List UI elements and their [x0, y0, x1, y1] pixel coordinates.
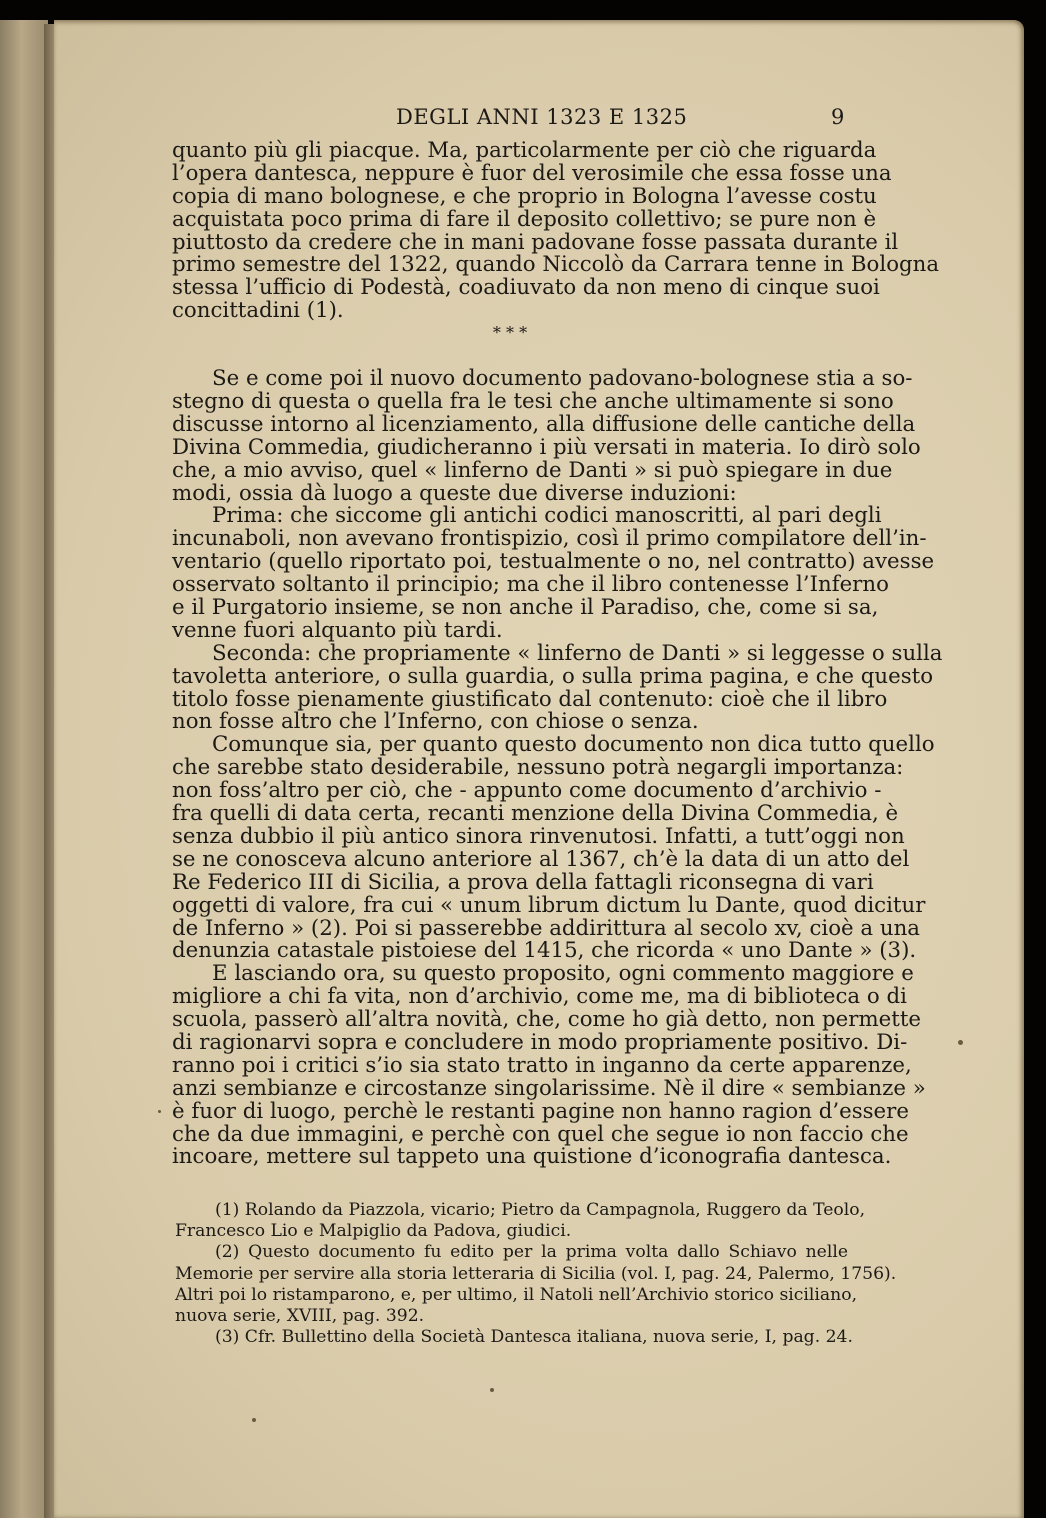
ink-speck [158, 1110, 161, 1113]
text-line: venne fuori alquanto più tardi. [172, 617, 503, 643]
text-line: di ragionarvi sopra e concludere in modo propriamente positivo. Di- [172, 1029, 908, 1055]
text-line: Divina Commedia, giudicheranno i più versati in materia. Io dirò solo [172, 434, 921, 460]
text-line: Comunque sia, per quanto questo documento non dica tutto quello [212, 732, 935, 758]
text-line: osservato soltanto il principio; ma che il libro contenesse l’Inferno [172, 572, 889, 598]
text-line: quanto più gli piacque. Ma, particolarmente per ciò che riguarda [172, 138, 877, 163]
section-separator: * * * [492, 323, 528, 343]
text-line: primo semestre del 1322, quando Niccolò da Carrara tenne in Bologna [172, 252, 940, 278]
text-line: se ne conosceva alcuno anteriore al 1367, ch’è la data di un atto del [172, 846, 910, 872]
text-line: titolo fosse pienamente giustificato dal contenuto: cioè che il libro [172, 686, 888, 712]
footnote-line: (3) Cfr. Bullettino della Società Dantesca italiana, nuova serie, I, pag. 24. [215, 1327, 853, 1348]
page-number: 9 [831, 105, 845, 129]
footnote-line: Memorie per servire alla storia letteraria di Sicilia (vol. I, pag. 24, Palermo, 1756). [175, 1263, 897, 1284]
text-line: ventario (quello riportato poi, testualmente o no, nel contratto) avesse [172, 549, 935, 575]
text-line: concittadini (1). [172, 298, 344, 324]
text-line: fra quelli di data certa, recanti menzione della Divina Commedia, è [172, 801, 899, 827]
text-line: stessa l’ufficio di Podestà, coadiuvato da non meno di cinque suoi [172, 275, 880, 301]
text-line: è fuor di luogo, perchè le restanti pagine non hanno ragion d’essere [172, 1098, 909, 1124]
ink-speck [252, 1418, 256, 1422]
text-line: scuola, passerò all’altra novità, che, come ho già detto, non permette [172, 1007, 921, 1033]
text-line: oggetti di valore, fra cui « unum librum dictum lu Dante, quod dicitur [172, 892, 926, 918]
text-line: e il Purgatorio insieme, se non anche il Paradiso, che, come si sa, [172, 595, 879, 621]
text-line: che, a mio avviso, quel « linferno de Danti » si può spiegare in due [172, 457, 893, 483]
text-line: discusse intorno al licenziamento, alla diffusione delle cantiche della [172, 411, 916, 437]
text-line: non fosse altro che l’Inferno, con chiose o senza. [172, 709, 699, 735]
footnotes [175, 1200, 897, 1348]
text-line: E lasciando ora, su questo proposito, ogni commento maggiore e [212, 961, 914, 987]
footnote-line: nuova serie, XVIII, pag. 392. [175, 1305, 425, 1326]
text-line: non foss’altro per ciò, che - appunto come documento d’archivio - [172, 778, 882, 804]
text-line: Re Federico III di Sicilia, a prova della fattagli riconsegna di vari [172, 869, 874, 895]
text-line: ranno poi i critici s’io sia stato tratto in inganno da certe apparenze, [172, 1052, 912, 1078]
body-text [172, 138, 943, 1170]
text-line: Seconda: che propriamente « linferno de Danti » si leggesse o sulla [212, 640, 943, 666]
text-line: Prima: che siccome gli antichi codici manoscritti, al pari degli [212, 503, 882, 529]
text-line: de Inferno » (2). Poi si passerebbe addirittura al secolo xv, cioè a una [172, 915, 921, 941]
text-line: che da due immagini, e perchè con quel che segue io non faccio che [172, 1121, 909, 1147]
facing-page-edge [0, 20, 48, 1518]
text-line: piuttosto da credere che in mani padovane fosse passata durante il [172, 229, 899, 255]
text-line: anzi sembianze e circostanze singolarissime. Nè il dire « sembianze » [172, 1075, 926, 1101]
text-line: acquistata poco prima di fare il deposito collettivo; se pure non è [172, 206, 877, 232]
ink-speck [958, 1040, 963, 1045]
text-line: che sarebbe stato desiderabile, nessuno potrà negargli importanza: [172, 755, 904, 781]
footnote-line: Altri poi lo ristamparono, e, per ultimo, il Natoli nell’Archivio storico siciliano, [175, 1284, 858, 1305]
text-line: modi, ossia dà luogo a queste due diverse induzioni: [172, 480, 737, 506]
text-line: migliore a chi fa vita, non d’archivio, come me, ma di biblioteca o di [172, 984, 907, 1010]
text-line: l’opera dantesca, neppure è fuor del verosimile che essa fosse una [172, 160, 892, 186]
text-line: stegno di questa o quella fra le tesi che anche ultimamente si sono [172, 389, 894, 415]
ink-speck [490, 1388, 494, 1392]
text-line: Se e come poi il nuovo documento padovano-bolognese stia a so- [212, 366, 913, 392]
running-head: DEGLI ANNI 1323 E 1325 [396, 105, 688, 129]
text-line: incunaboli, non avevano frontispizio, così il primo compilatore dell’in- [172, 526, 927, 552]
text-line: copia di mano bolognese, e che proprio in Bologna l’avesse costu [172, 183, 877, 209]
footnote-line: Francesco Lio e Malpiglio da Padova, giudici. [175, 1221, 572, 1242]
text-line: incoare, mettere sul tappeto una quistione d’iconografia dantesca. [172, 1144, 892, 1170]
footnote-line: (2) Questo documento fu edito per la prima volta dallo Schiavo nelle [215, 1242, 848, 1263]
text-line: senza dubbio il più antico sinora rinvenutosi. Infatti, a tutt’oggi non [172, 823, 905, 849]
footnote-line: (1) Rolando da Piazzola, vicario; Pietro da Campagnola, Ruggero da Teolo, [215, 1200, 866, 1220]
text-line: tavoletta anteriore, o sulla guardia, o sulla prima pagina, e che questo [172, 663, 934, 689]
text-line: denunzia catastale pistoiese del 1415, che ricorda « uno Dante » (3). [172, 938, 917, 964]
